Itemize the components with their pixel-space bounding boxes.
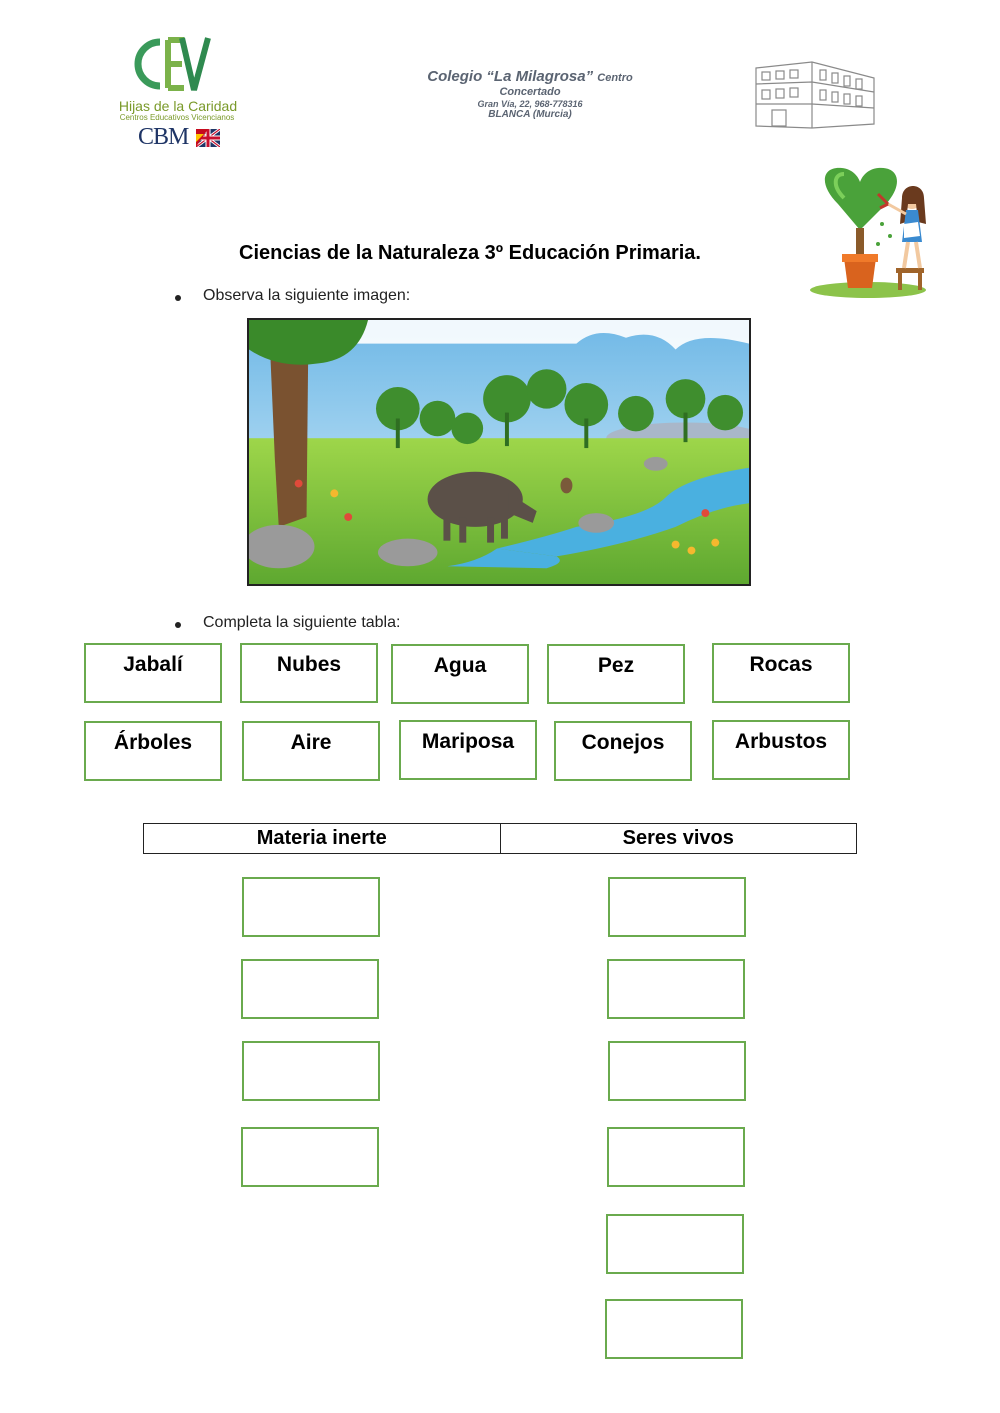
forest-boar-scene-illustration [247,318,751,586]
word-card-arbustos[interactable]: Arbustos [712,720,850,780]
word-card-jabali[interactable]: Jabalí [84,643,222,703]
drop-zone-seres-vivos-4[interactable] [607,1127,745,1187]
school-city: BLANCA (Murcia) [488,109,572,120]
school-address: Gran Vía, 22, 968-778316 [477,99,583,109]
school-name-suffix: Centro [597,72,633,84]
drop-zone-materia-inerte-1[interactable] [242,877,380,937]
logo-cbm: CBM [138,124,189,150]
school-info [395,68,665,120]
logo-subtitle: Hijas de la Caridad [118,98,238,114]
cev-logo [110,32,240,154]
word-card-rocas[interactable]: Rocas [712,643,850,703]
heart-tree-girl-illustration [808,164,948,300]
word-card-pez[interactable]: Pez [547,644,685,704]
school-name: Colegio “La Milagrosa” [427,68,594,85]
bullet-icon [175,295,181,301]
logo-subtitle-2: Centros Educativos Vicencianos [119,113,235,122]
instruction-complete [203,614,400,632]
word-card-agua[interactable]: Agua [391,644,529,704]
word-card-arboles[interactable]: Árboles [84,721,222,781]
drop-zone-seres-vivos-3[interactable] [608,1041,746,1101]
drop-zone-seres-vivos-2[interactable] [607,959,745,1019]
drop-zone-materia-inerte-3[interactable] [242,1041,380,1101]
classification-table-header [143,823,857,854]
word-card-nubes[interactable]: Nubes [240,643,378,703]
instruction-complete-text: Completa la siguiente tabla: [203,614,401,631]
drop-zone-materia-inerte-2[interactable] [241,959,379,1019]
page-title: Ciencias de la Naturaleza 3º Educación Primaria. [239,242,701,264]
drop-zone-seres-vivos-6[interactable] [605,1299,743,1359]
spain-uk-flag-icon [196,129,220,147]
column-seres-vivos: Seres vivos [500,824,857,853]
instruction-observe-text: Observa la siguiente imagen: [203,287,411,304]
school-type: Concertado [499,86,561,98]
school-building-icon [752,58,878,130]
instruction-observe [203,287,410,305]
cev-letters-icon [132,32,212,96]
column-materia-inerte: Materia inerte [256,827,387,849]
drop-zone-seres-vivos-1[interactable] [608,877,746,937]
word-card-mariposa[interactable]: Mariposa [399,720,537,780]
word-card-aire[interactable]: Aire [242,721,380,781]
drop-zone-materia-inerte-4[interactable] [241,1127,379,1187]
drop-zone-seres-vivos-5[interactable] [606,1214,744,1274]
bullet-icon [175,622,181,628]
word-card-conejos[interactable]: Conejos [554,721,692,781]
